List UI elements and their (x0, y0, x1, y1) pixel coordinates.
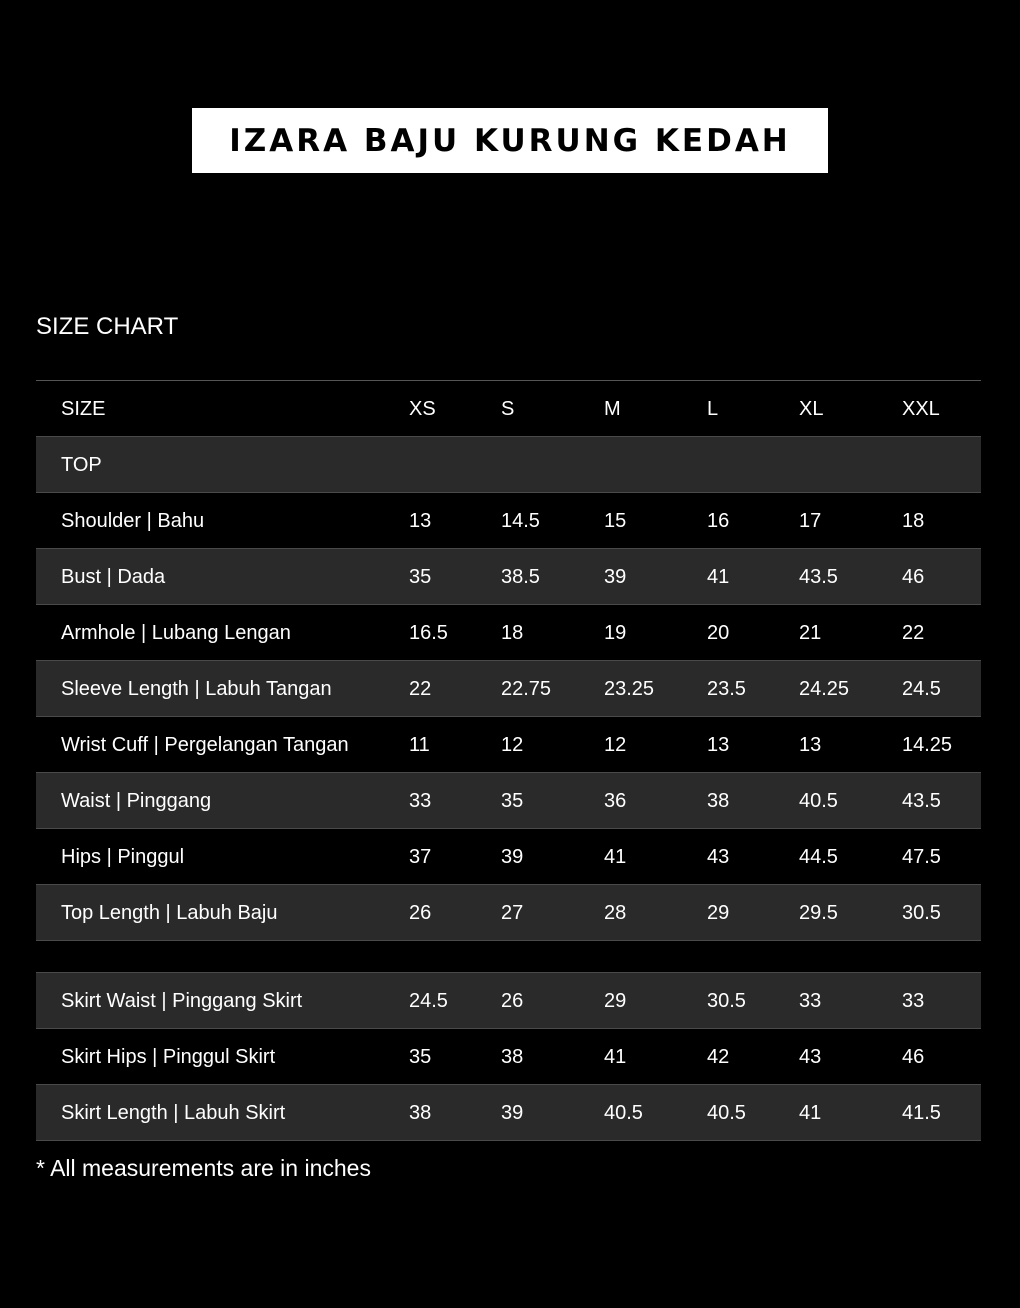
row-value: 43 (799, 1046, 822, 1068)
row-value: 16.5 (409, 622, 448, 644)
row-value: 11 (409, 734, 430, 756)
row-value: 18 (902, 510, 925, 532)
measurement-footnote: * All measurements are in inches (36, 1155, 371, 1181)
row-label: Wrist Cuff | Pergelangan Tangan (61, 734, 349, 756)
table-row (36, 493, 981, 549)
row-value: 20 (707, 622, 730, 644)
size-chart-heading: SIZE CHART (36, 313, 179, 340)
row-value: 41 (799, 1102, 822, 1124)
row-value: 29 (707, 902, 730, 924)
row-value: 37 (409, 846, 432, 868)
table-header-row (36, 381, 981, 437)
row-value: 24.5 (409, 990, 448, 1012)
row-value: 38.5 (501, 566, 540, 588)
row-value: 40.5 (799, 790, 838, 812)
row-value: 38 (707, 790, 730, 812)
row-value: 41 (707, 566, 730, 588)
row-label: Bust | Dada (61, 566, 166, 588)
row-value: 33 (799, 990, 822, 1012)
table-row (36, 605, 981, 661)
header-cell-xl: XL (799, 398, 824, 420)
row-value: 29 (604, 990, 627, 1012)
row-value: 24.5 (902, 678, 941, 700)
row-value: 22 (409, 678, 432, 700)
row-value: 21 (799, 622, 822, 644)
row-value: 40.5 (604, 1102, 643, 1124)
row-value: 30.5 (902, 902, 941, 924)
row-label: Armhole | Lubang Lengan (61, 622, 291, 644)
row-label: Waist | Pinggang (61, 790, 212, 812)
row-label: Sleeve Length | Labuh Tangan (61, 678, 332, 700)
row-label: Skirt Length | Labuh Skirt (61, 1102, 286, 1124)
row-value: 23.25 (604, 678, 655, 700)
row-value: 16 (707, 510, 730, 532)
row-value: 39 (604, 566, 627, 588)
row-value: 35 (409, 566, 432, 588)
row-value: 38 (409, 1102, 432, 1124)
row-value: 47.5 (902, 846, 941, 868)
row-value: 13 (409, 510, 432, 532)
table-row (36, 549, 981, 605)
header-cell-xxl: XXL (902, 398, 940, 420)
row-value: 27 (501, 902, 524, 924)
row-value: 29.5 (799, 902, 838, 924)
header-cell-size: SIZE (61, 398, 106, 420)
row-value: 14.25 (902, 734, 953, 756)
table-row (36, 973, 981, 1029)
table-row (36, 885, 981, 941)
row-value: 12 (501, 734, 524, 756)
row-value: 43 (707, 846, 730, 868)
row-value: 39 (501, 1102, 524, 1124)
row-value: 14.5 (501, 510, 540, 532)
row-value: 41 (604, 846, 627, 868)
page-title: IZARA BAJU KURUNG KEDAH (229, 122, 791, 159)
section-label-top: TOP (61, 454, 102, 476)
header-cell-s: S (501, 398, 515, 420)
row-label: Skirt Hips | Pinggul Skirt (61, 1046, 276, 1068)
row-value: 22 (902, 622, 925, 644)
row-value: 39 (501, 846, 524, 868)
row-value: 19 (604, 622, 627, 644)
row-value: 22.75 (501, 678, 552, 700)
row-value: 46 (902, 566, 925, 588)
row-label: Shoulder | Bahu (61, 510, 205, 532)
row-value: 44.5 (799, 846, 838, 868)
section-divider (36, 941, 981, 973)
row-value: 41.5 (902, 1102, 941, 1124)
size-chart-table (36, 380, 981, 1141)
row-value: 13 (799, 734, 822, 756)
row-value: 13 (707, 734, 730, 756)
header-cell-l: L (707, 398, 719, 420)
row-value: 26 (501, 990, 524, 1012)
row-value: 42 (707, 1046, 730, 1068)
row-value: 18 (501, 622, 524, 644)
header-cell-m: M (604, 398, 621, 420)
row-value: 12 (604, 734, 627, 756)
row-value: 28 (604, 902, 627, 924)
title-banner (192, 108, 828, 173)
row-value: 43.5 (799, 566, 838, 588)
row-value: 43.5 (902, 790, 941, 812)
row-value: 35 (409, 1046, 432, 1068)
row-value: 35 (501, 790, 524, 812)
row-label: Top Length | Labuh Baju (61, 902, 278, 924)
row-label: Skirt Waist | Pinggang Skirt (61, 990, 303, 1012)
row-value: 26 (409, 902, 432, 924)
header-cell-xs: XS (409, 398, 436, 420)
row-value: 23.5 (707, 678, 746, 700)
row-value: 17 (799, 510, 822, 532)
row-value: 33 (902, 990, 925, 1012)
row-value: 40.5 (707, 1102, 746, 1124)
row-value: 30.5 (707, 990, 746, 1012)
table-row (36, 1085, 981, 1141)
table-row (36, 829, 981, 885)
row-value: 38 (501, 1046, 524, 1068)
section-row-top (36, 437, 981, 493)
row-value: 15 (604, 510, 627, 532)
row-value: 36 (604, 790, 627, 812)
row-value: 46 (902, 1046, 925, 1068)
row-value: 24.25 (799, 678, 850, 700)
table-row (36, 717, 981, 773)
row-label: Hips | Pinggul (61, 846, 185, 868)
table-row (36, 773, 981, 829)
row-value: 33 (409, 790, 432, 812)
row-value: 41 (604, 1046, 627, 1068)
table-row (36, 1029, 981, 1085)
table-row (36, 661, 981, 717)
